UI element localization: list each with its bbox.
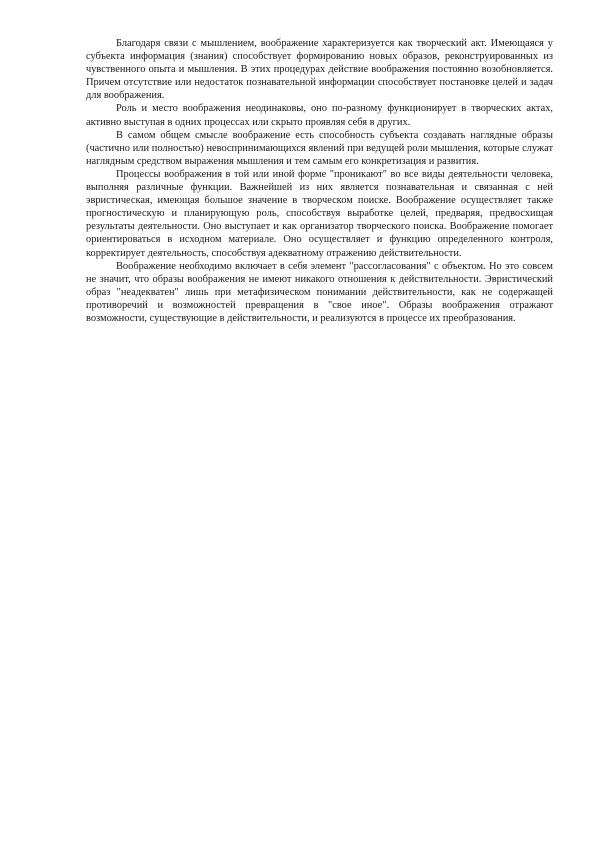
paragraph-5: Воображение необходимо включает в себя элемент "рассогласования" с объектом. Но это совсем не значит, что образы воображения не имеют никакого отношения к действительности. Эвристический образ "неадекватен" лишь при метафизическом понимании действительности, как не содержащей противоречий и возможностей превращения в "свое иное". Образы воображения отражают возможности, существующие в действительности, и реализуются в процессе их преобразования. bbox=[86, 260, 553, 324]
paragraph-3: В самом общем смысле воображение есть способность субъекта создавать наглядные образы (частично или полностью) невоспринимающихся явлений при ведущей роли мышления, которые служат наглядным средством выражения мышления и тем самым его конкретизация и развития. bbox=[86, 129, 553, 167]
body-text bbox=[86, 37, 553, 325]
paragraph-2: Роль и место воображения неодинаковы, оно по-разному функционирует в творческих актах, активно выступая в одних процессах или скрыто проявляя себя в других. bbox=[86, 103, 553, 128]
paragraph-4: Процессы воображения в той или иной форме "проникают" во все виды деятельности человека, выполняя различные функции. Важнейшей из них является познавательная и связанная с ней эвристическая, имеющая большое значение в творческом поиске. Воображение осуществляет также прогностическую и планирующую роль, способствуя выработке целей, предваряя, предвосхищая результаты деятельности. Оно выступает и как организатор творческого поиска. Воображение помогает ориентироваться в исходном материале. Оно осуществляет и функцию определенного контроля, корректирует деятельность, способствуя адекватному отражению действительности. bbox=[86, 168, 553, 259]
paragraph-1: Благодаря связи с мышлением, воображение характеризуется как творческий акт. Имеющаяся у субъекта информация (знания) способствует формированию новых образов, реконструированных из чувственного опыта и мышления. В этих процедурах действие воображения постоянно возобновляется. Причем отсутствие или недостаток познавательной информации способствует постановке целей и задач для воображения. bbox=[86, 38, 553, 102]
